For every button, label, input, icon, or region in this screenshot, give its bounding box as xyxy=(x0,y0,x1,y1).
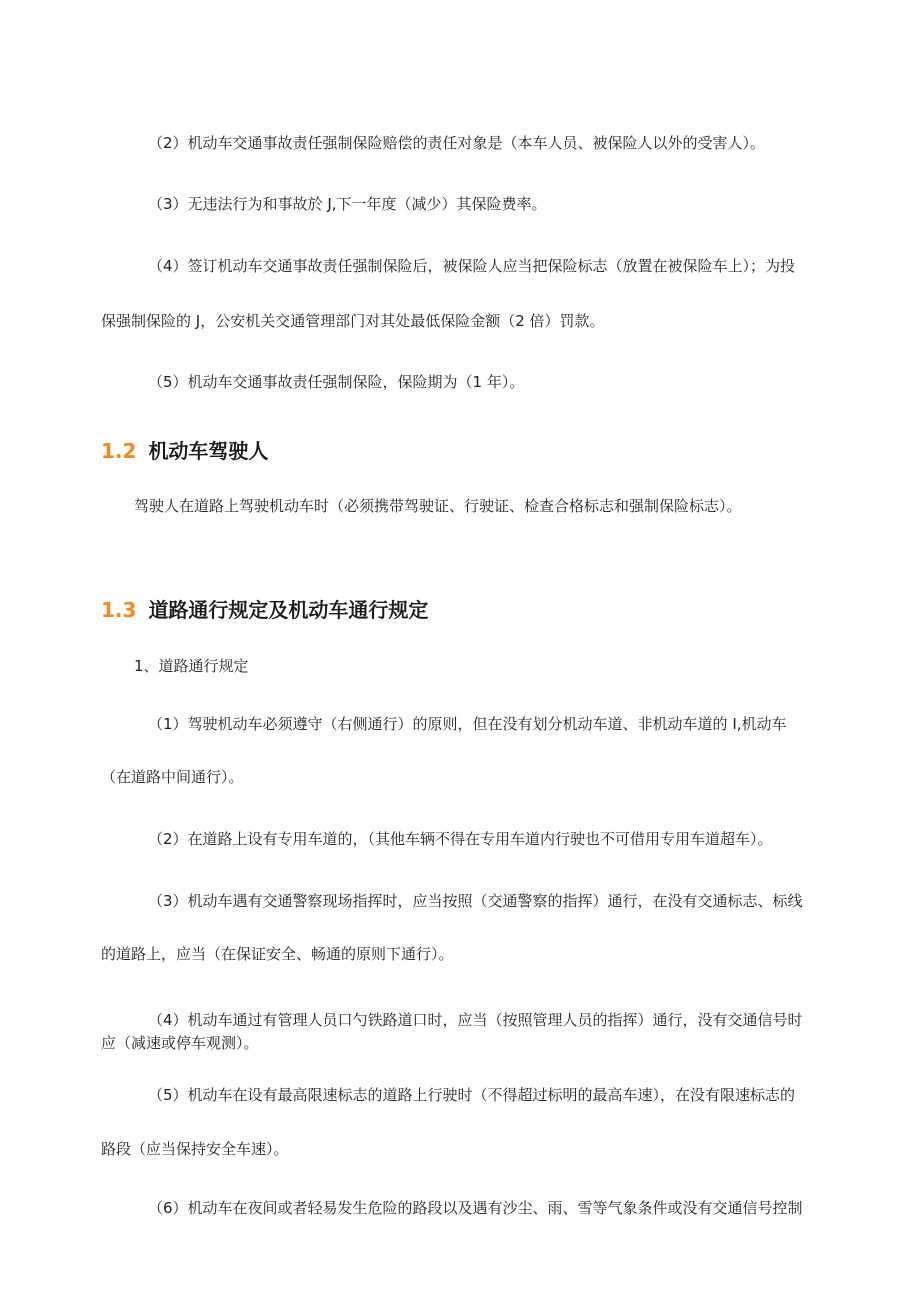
section-heading-1-2 xyxy=(101,438,268,464)
section-heading-1-3 xyxy=(101,597,428,623)
section-title-1-2: 机动车驾驶人 xyxy=(148,439,269,463)
paragraph-1-3-item-5-line-2: 路段（应当保持安全车速）。 xyxy=(101,1140,289,1158)
paragraph-1-3-item-5-line-1: （5）机动车在设有最高限速标志的道路上行驶时（不得超过标明的最高车速），在没有限速标志的 xyxy=(148,1086,796,1104)
section-title-1-3: 道路通行规定及机动车通行规定 xyxy=(148,598,429,622)
paragraph-1-3-item-2: （2）在道路上设有专用车道的，（其他车辆不得在专用车道内行驶也不可借用专用车道超车）。 xyxy=(148,830,773,848)
paragraph-1-2-body: 驾驶人在道路上驾驶机动车时（必须携带驾驶证、行驶证、检查合格标志和强制保险标志）。 xyxy=(134,497,742,515)
paragraph-1-3-item-6-line-1: （6）机动车在夜间或者轻易发生危险的路段以及遇有沙尘、雨、雪等气象条件或没有交通信号控制 xyxy=(148,1199,803,1217)
paragraph-1-3-item-3-line-1: （3）机动车遇有交通警察现场指挥时，应当按照（交通警察的指挥）通行，在没有交通标志、标线 xyxy=(148,892,803,910)
paragraph-1-3-item-3-line-2: 的道路上，应当（在保证安全、畅通的原则下通行）。 xyxy=(101,945,454,963)
paragraph-1-3-item-4-line-2: 应（减速或停车观测）。 xyxy=(101,1034,259,1052)
paragraph-1-1-item-4-line-2: 保强制保险的 J，公安机关交通管理部门对其处最低保险金额（2 倍）罚款。 xyxy=(101,312,605,330)
paragraph-1-3-item-4-line-1: （4）机动车通过有管理人员口勺铁路道口时，应当（按照管理人员的指挥）通行，没有交通信号时 xyxy=(148,1011,803,1029)
section-number-1-2: 1.2 xyxy=(101,439,137,463)
paragraph-1-1-item-3: （3）无违法行为和事故於 J,下一年度（减少）其保险费率。 xyxy=(148,195,547,213)
paragraph-1-1-item-2: （2）机动车交通事故责任强制保险赔偿的责任对象是（本车人员、被保险人以外的受害人）。 xyxy=(148,134,766,152)
paragraph-1-3-item-1-line-2: （在道路中间通行）。 xyxy=(101,768,244,786)
paragraph-1-1-item-5: （5）机动车交通事故责任强制保险，保险期为（1 年）。 xyxy=(148,373,525,391)
subheading-road-rules: 1、道路通行规定 xyxy=(134,657,249,675)
paragraph-1-1-item-4-line-1: （4）签订机动车交通事故责任强制保险后，被保险人应当把保险标志（放置在被保险车上）；为投 xyxy=(148,257,796,275)
paragraph-1-3-item-1-line-1: （1）驾驶机动车必须遵守（右侧通行）的原则，但在没有划分机动车道、非机动车道的 I,机动车 xyxy=(148,715,787,733)
section-number-1-3: 1.3 xyxy=(101,598,137,622)
